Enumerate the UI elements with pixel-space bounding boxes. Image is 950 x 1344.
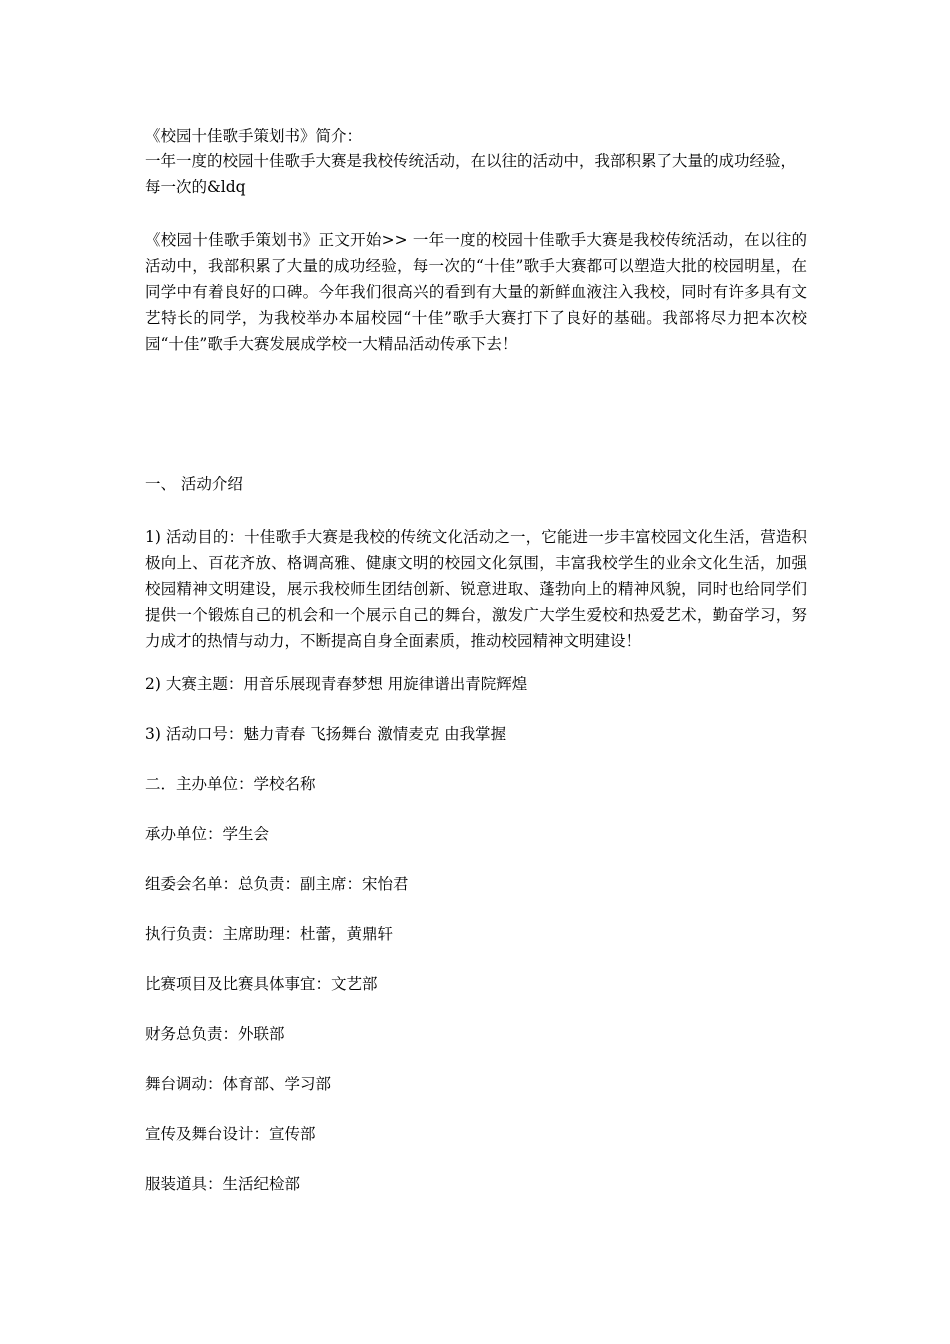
contest-theme: 2) 大赛主题：用音乐展现青春梦想 用旋律谱出青院辉煌 [145,675,528,693]
executive-line: 执行负责：主席助理：杜蕾，黄鼎轩 [145,925,394,943]
summary-heading: 《校园十佳歌手策划书》简介： [145,127,363,145]
section1-heading: 一、 活动介绍 [145,475,243,493]
host-line: 承办单位：学生会 [145,825,270,843]
stage-line: 舞台调动：体育部、学习部 [145,1075,332,1093]
body-paragraph: 《校园十佳歌手策划书》正文开始>> 一年一度的校园十佳歌手大赛是我校传统活动，在以往的活动中，我部积累了大量的成功经验，每一次的“十佳”歌手大赛都可以塑造大批的校园明星，在同学中有着良好的口碑。今年我们很高兴的看到有大量的新鲜血液注入我校，同时有许多具有文艺特长的同学，为我校举办本届校园“十佳”歌手大赛打下了良好的基础。我部将尽力把本次校园“十佳”歌手大赛发展成学校一大精品活动传承下去！ [145,231,807,353]
finance-line: 财务总负责：外联部 [145,1025,285,1043]
committee-line: 组委会名单：总负责：副主席：宋怡君 [145,875,409,893]
summary-text: 一年一度的校园十佳歌手大赛是我校传统活动，在以往的活动中，我部积累了大量的成功经验，每一次的&ldq [145,152,797,196]
publicity-line: 宣传及舞台设计：宣传部 [145,1125,316,1143]
activity-purpose: 1) 活动目的：十佳歌手大赛是我校的传统文化活动之一，它能进一步丰富校园文化生活，营造积极向上、百花齐放、格调高雅、健康文明的校园文化氛围，丰富我校学生的业余文化生活，加强校园精神文明建设，展示我校师生团结创新、锐意进取、蓬勃向上的精神风貌，同时也给同学们提供一个锻炼自己的机会和一个展示自己的舞台，激发广大学生爱校和热爱艺术，勤奋学习，努力成才的热情与动力，不断提高自身全面素质，推动校园精神文明建设！ [145,528,807,650]
activity-slogan: 3) 活动口号：魅力青春 飞扬舞台 激情麦克 由我掌握 [145,725,507,743]
events-line: 比赛项目及比赛具体事宜：文艺部 [145,975,378,993]
costume-line: 服装道具：生活纪检部 [145,1175,301,1193]
organizer-line: 二．主办单位：学校名称 [145,775,316,793]
